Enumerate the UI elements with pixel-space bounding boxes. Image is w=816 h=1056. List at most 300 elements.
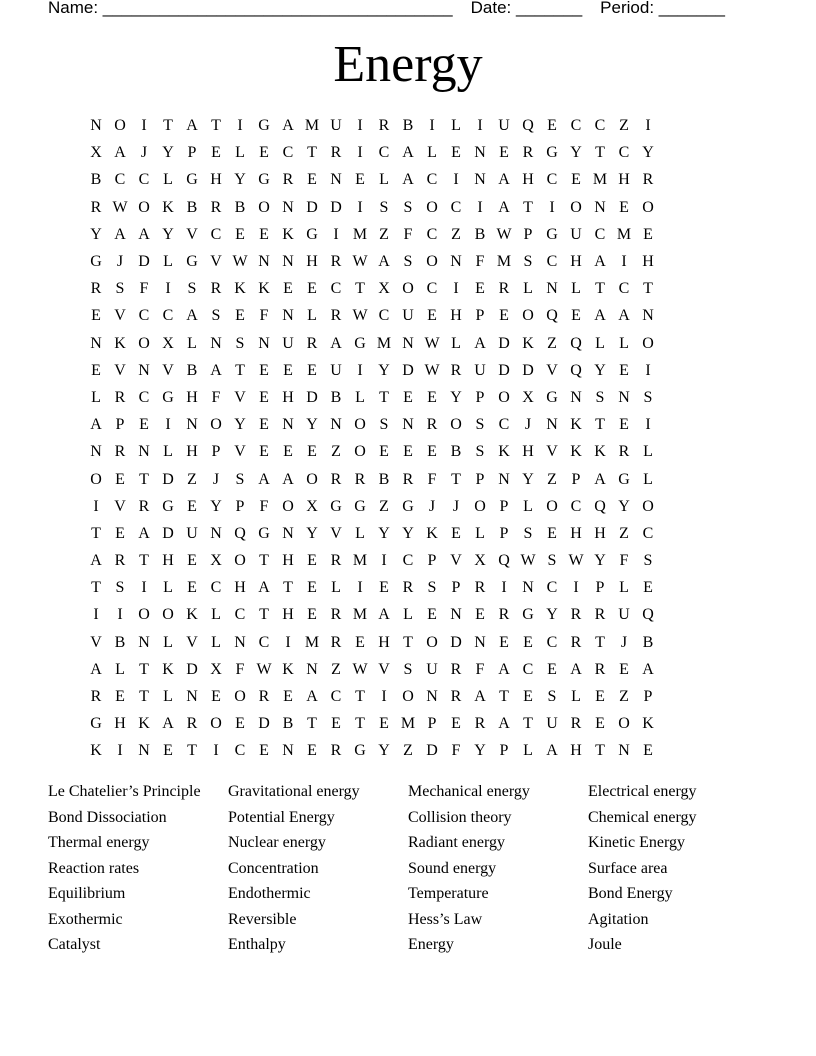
grid-letter[interactable]: P xyxy=(475,470,485,488)
grid-letter[interactable]: I xyxy=(285,633,291,651)
grid-letter[interactable]: G xyxy=(258,117,270,135)
grid-letter[interactable]: J xyxy=(212,470,220,488)
grid-letter[interactable]: X xyxy=(474,552,486,570)
grid-letter[interactable]: E xyxy=(187,497,197,515)
grid-letter[interactable]: S xyxy=(379,416,389,434)
grid-letter[interactable]: F xyxy=(427,470,437,488)
grid-letter[interactable]: J xyxy=(524,416,532,434)
grid-letter[interactable]: A xyxy=(282,117,294,135)
grid-letter[interactable]: H xyxy=(282,606,294,624)
grid-letter[interactable]: E xyxy=(283,361,293,379)
grid-letter[interactable]: G xyxy=(258,171,270,189)
grid-letter[interactable]: E xyxy=(379,715,389,733)
grid-letter[interactable]: D xyxy=(162,470,174,488)
grid-letter[interactable]: M xyxy=(376,334,392,352)
grid-letter[interactable]: W xyxy=(112,198,128,216)
grid-letter[interactable]: Y xyxy=(546,606,558,624)
grid-letter[interactable]: C xyxy=(546,253,558,271)
grid-letter[interactable]: A xyxy=(186,307,198,325)
grid-letter[interactable]: L xyxy=(643,443,653,461)
grid-letter[interactable]: T xyxy=(259,552,269,570)
grid-letter[interactable]: N xyxy=(138,742,150,760)
grid-letter[interactable]: E xyxy=(139,416,149,434)
grid-letter[interactable]: C xyxy=(594,117,606,135)
grid-letter[interactable]: B xyxy=(378,470,390,488)
grid-letter[interactable]: R xyxy=(330,606,342,624)
grid-letter[interactable]: T xyxy=(403,633,413,651)
grid-letter[interactable]: V xyxy=(186,225,198,243)
grid-letter[interactable]: I xyxy=(357,198,363,216)
grid-letter[interactable]: Z xyxy=(187,470,197,488)
grid-letter[interactable]: P xyxy=(595,579,605,597)
grid-letter[interactable]: C xyxy=(426,225,438,243)
grid-letter[interactable]: L xyxy=(571,280,581,298)
grid-letter[interactable]: S xyxy=(475,443,485,461)
grid-letter[interactable]: C xyxy=(330,280,342,298)
grid-letter[interactable]: H xyxy=(570,524,582,542)
grid-letter[interactable]: A xyxy=(618,307,630,325)
grid-letter[interactable]: P xyxy=(211,443,221,461)
grid-letter[interactable]: U xyxy=(570,225,582,243)
grid-letter[interactable]: A xyxy=(402,144,414,162)
grid-letter[interactable]: A xyxy=(258,470,270,488)
grid-letter[interactable]: M xyxy=(304,117,320,135)
grid-letter[interactable]: H xyxy=(282,388,294,406)
grid-letter[interactable]: L xyxy=(523,497,533,515)
grid-letter[interactable]: J xyxy=(140,144,148,162)
grid-letter[interactable]: A xyxy=(594,470,606,488)
grid-letter[interactable]: R xyxy=(330,552,342,570)
grid-letter[interactable]: T xyxy=(211,117,221,135)
grid-letter[interactable]: Y xyxy=(162,144,174,162)
grid-letter[interactable]: Z xyxy=(547,470,557,488)
grid-letter[interactable]: P xyxy=(499,524,509,542)
grid-letter[interactable]: L xyxy=(91,388,101,406)
grid-letter[interactable]: P xyxy=(115,416,125,434)
grid-letter[interactable]: Y xyxy=(90,225,102,243)
grid-letter[interactable]: E xyxy=(307,443,317,461)
grid-letter[interactable]: P xyxy=(523,225,533,243)
grid-letter[interactable]: S xyxy=(547,552,557,570)
grid-letter[interactable]: O xyxy=(282,497,294,515)
grid-letter[interactable]: A xyxy=(474,688,486,706)
grid-letter[interactable]: O xyxy=(570,198,582,216)
grid-letter[interactable]: E xyxy=(259,361,269,379)
grid-letter[interactable]: U xyxy=(402,307,414,325)
grid-letter[interactable]: Y xyxy=(306,524,318,542)
grid-letter[interactable]: Y xyxy=(570,144,582,162)
grid-letter[interactable]: E xyxy=(619,416,629,434)
grid-letter[interactable]: M xyxy=(352,225,368,243)
grid-letter[interactable]: E xyxy=(523,633,533,651)
grid-letter[interactable]: C xyxy=(210,225,222,243)
grid-letter[interactable]: E xyxy=(379,443,389,461)
grid-letter[interactable]: L xyxy=(355,388,365,406)
grid-letter[interactable]: I xyxy=(645,361,651,379)
grid-letter[interactable]: O xyxy=(642,497,654,515)
grid-letter[interactable]: O xyxy=(306,470,318,488)
grid-letter[interactable]: F xyxy=(235,660,245,678)
grid-letter[interactable]: H xyxy=(570,253,582,271)
grid-letter[interactable]: S xyxy=(547,688,557,706)
grid-letter[interactable]: T xyxy=(163,117,173,135)
grid-letter[interactable]: E xyxy=(259,742,269,760)
grid-letter[interactable]: C xyxy=(450,198,462,216)
grid-letter[interactable]: N xyxy=(546,280,558,298)
grid-letter[interactable]: N xyxy=(570,388,582,406)
grid-letter[interactable]: U xyxy=(330,117,342,135)
grid-letter[interactable]: S xyxy=(475,416,485,434)
grid-letter[interactable]: I xyxy=(621,253,627,271)
grid-letter[interactable]: V xyxy=(546,361,558,379)
grid-letter[interactable]: H xyxy=(450,307,462,325)
grid-letter[interactable]: K xyxy=(594,443,606,461)
grid-letter[interactable]: E xyxy=(307,606,317,624)
grid-letter[interactable]: I xyxy=(117,606,123,624)
grid-letter[interactable]: R xyxy=(522,144,534,162)
grid-letter[interactable]: A xyxy=(570,660,582,678)
grid-letter[interactable]: M xyxy=(400,715,416,733)
grid-letter[interactable]: K xyxy=(234,280,246,298)
grid-letter[interactable]: E xyxy=(235,307,245,325)
grid-letter[interactable]: D xyxy=(426,742,438,760)
grid-letter[interactable]: E xyxy=(331,715,341,733)
grid-letter[interactable]: W xyxy=(352,307,368,325)
grid-letter[interactable]: A xyxy=(594,253,606,271)
grid-letter[interactable]: N xyxy=(282,742,294,760)
grid-letter[interactable]: I xyxy=(381,552,387,570)
grid-letter[interactable]: E xyxy=(259,416,269,434)
grid-letter[interactable]: E xyxy=(115,688,125,706)
grid-letter[interactable]: H xyxy=(618,171,630,189)
grid-letter[interactable]: Y xyxy=(378,742,390,760)
grid-letter[interactable]: R xyxy=(330,307,342,325)
grid-letter[interactable]: R xyxy=(330,253,342,271)
grid-letter[interactable]: O xyxy=(426,253,438,271)
grid-letter[interactable]: R xyxy=(90,688,102,706)
grid-letter[interactable]: I xyxy=(477,117,483,135)
grid-letter[interactable]: Q xyxy=(546,307,558,325)
grid-letter[interactable]: N xyxy=(258,253,270,271)
date-blank[interactable]: _______ xyxy=(515,0,583,17)
grid-letter[interactable]: R xyxy=(498,280,510,298)
grid-letter[interactable]: G xyxy=(186,253,198,271)
grid-letter[interactable]: V xyxy=(186,633,198,651)
grid-letter[interactable]: C xyxy=(234,606,246,624)
grid-letter[interactable]: Z xyxy=(619,524,629,542)
grid-letter[interactable]: N xyxy=(450,253,462,271)
grid-letter[interactable]: A xyxy=(378,253,390,271)
grid-letter[interactable]: S xyxy=(427,579,437,597)
period-blank[interactable]: _______ xyxy=(658,0,725,17)
grid-letter[interactable]: Y xyxy=(522,470,534,488)
grid-letter[interactable]: C xyxy=(210,579,222,597)
grid-letter[interactable]: N xyxy=(186,688,198,706)
grid-letter[interactable]: R xyxy=(354,470,366,488)
grid-letter[interactable]: L xyxy=(571,688,581,706)
grid-letter[interactable]: R xyxy=(186,715,198,733)
grid-letter[interactable]: U xyxy=(474,361,486,379)
grid-letter[interactable]: C xyxy=(426,280,438,298)
grid-letter[interactable]: A xyxy=(306,688,318,706)
grid-letter[interactable]: O xyxy=(354,443,366,461)
grid-letter[interactable]: E xyxy=(403,388,413,406)
grid-letter[interactable]: E xyxy=(355,633,365,651)
grid-letter[interactable]: K xyxy=(426,524,438,542)
grid-letter[interactable]: Q xyxy=(498,552,510,570)
grid-letter[interactable]: V xyxy=(330,524,342,542)
grid-letter[interactable]: Y xyxy=(306,416,318,434)
grid-letter[interactable]: E xyxy=(283,280,293,298)
grid-letter[interactable]: L xyxy=(307,307,317,325)
grid-letter[interactable]: E xyxy=(355,171,365,189)
grid-letter[interactable]: T xyxy=(283,579,293,597)
grid-letter[interactable]: N xyxy=(642,307,654,325)
grid-letter[interactable]: R xyxy=(594,606,606,624)
grid-letter[interactable]: T xyxy=(379,388,389,406)
grid-letter[interactable]: Z xyxy=(547,334,557,352)
grid-letter[interactable]: K xyxy=(90,742,102,760)
grid-letter[interactable]: A xyxy=(138,524,150,542)
grid-letter[interactable]: T xyxy=(523,198,533,216)
grid-letter[interactable]: F xyxy=(139,280,149,298)
grid-letter[interactable]: T xyxy=(595,416,605,434)
grid-letter[interactable]: G xyxy=(90,715,102,733)
grid-letter[interactable]: V xyxy=(210,253,222,271)
grid-letter[interactable]: W xyxy=(352,660,368,678)
grid-letter[interactable]: Z xyxy=(451,225,461,243)
grid-letter[interactable]: V xyxy=(450,552,462,570)
grid-letter[interactable]: C xyxy=(282,144,294,162)
grid-letter[interactable]: B xyxy=(234,198,246,216)
grid-letter[interactable]: E xyxy=(451,524,461,542)
grid-letter[interactable]: R xyxy=(330,742,342,760)
grid-letter[interactable]: T xyxy=(643,280,653,298)
grid-letter[interactable]: P xyxy=(643,688,653,706)
grid-letter[interactable]: K xyxy=(522,334,534,352)
grid-letter[interactable]: R xyxy=(474,579,486,597)
grid-letter[interactable]: K xyxy=(498,443,510,461)
grid-letter[interactable]: R xyxy=(114,552,126,570)
grid-letter[interactable]: I xyxy=(645,117,651,135)
grid-letter[interactable]: O xyxy=(210,416,222,434)
grid-letter[interactable]: A xyxy=(498,660,510,678)
grid-letter[interactable]: N xyxy=(258,334,270,352)
grid-letter[interactable]: I xyxy=(501,579,507,597)
grid-letter[interactable]: C xyxy=(618,144,630,162)
grid-letter[interactable]: D xyxy=(186,660,198,678)
grid-letter[interactable]: A xyxy=(378,606,390,624)
grid-letter[interactable]: K xyxy=(570,443,582,461)
grid-letter[interactable]: A xyxy=(546,742,558,760)
grid-letter[interactable]: E xyxy=(211,144,221,162)
grid-letter[interactable]: E xyxy=(115,524,125,542)
grid-letter[interactable]: R xyxy=(282,171,294,189)
grid-letter[interactable]: T xyxy=(307,715,317,733)
grid-letter[interactable]: L xyxy=(619,579,629,597)
grid-letter[interactable]: Y xyxy=(474,742,486,760)
grid-letter[interactable]: C xyxy=(426,171,438,189)
grid-letter[interactable]: X xyxy=(210,660,222,678)
grid-letter[interactable]: H xyxy=(522,443,534,461)
grid-letter[interactable]: D xyxy=(402,361,414,379)
grid-letter[interactable]: E xyxy=(499,307,509,325)
grid-letter[interactable]: B xyxy=(330,388,342,406)
grid-letter[interactable]: E xyxy=(475,606,485,624)
grid-letter[interactable]: Z xyxy=(331,660,341,678)
grid-letter[interactable]: Q xyxy=(642,606,654,624)
grid-letter[interactable]: L xyxy=(163,443,173,461)
grid-letter[interactable]: S xyxy=(403,660,413,678)
grid-letter[interactable]: Z xyxy=(379,225,389,243)
grid-letter[interactable]: O xyxy=(162,606,174,624)
grid-letter[interactable]: L xyxy=(643,470,653,488)
grid-letter[interactable]: A xyxy=(210,361,222,379)
grid-letter[interactable]: H xyxy=(234,579,246,597)
grid-letter[interactable]: E xyxy=(619,660,629,678)
grid-letter[interactable]: X xyxy=(90,144,102,162)
grid-letter[interactable]: E xyxy=(307,742,317,760)
grid-letter[interactable]: H xyxy=(642,253,654,271)
grid-letter[interactable]: U xyxy=(426,660,438,678)
grid-letter[interactable]: R xyxy=(114,443,126,461)
grid-letter[interactable]: C xyxy=(522,660,534,678)
grid-letter[interactable]: R xyxy=(330,144,342,162)
grid-letter[interactable]: V xyxy=(114,497,126,515)
grid-letter[interactable]: R xyxy=(90,280,102,298)
grid-letter[interactable]: E xyxy=(427,307,437,325)
grid-letter[interactable]: I xyxy=(357,579,363,597)
grid-letter[interactable]: E xyxy=(91,361,101,379)
grid-letter[interactable]: V xyxy=(162,361,174,379)
grid-letter[interactable]: A xyxy=(186,117,198,135)
grid-letter[interactable]: U xyxy=(498,117,510,135)
grid-letter[interactable]: B xyxy=(114,633,126,651)
grid-letter[interactable]: T xyxy=(307,144,317,162)
grid-letter[interactable]: S xyxy=(187,280,197,298)
grid-letter[interactable]: C xyxy=(138,171,150,189)
grid-letter[interactable]: E xyxy=(619,361,629,379)
grid-letter[interactable]: E xyxy=(523,688,533,706)
grid-letter[interactable]: T xyxy=(451,470,461,488)
grid-letter[interactable]: A xyxy=(330,334,342,352)
grid-letter[interactable]: N xyxy=(234,633,246,651)
grid-letter[interactable]: S xyxy=(115,579,125,597)
grid-letter[interactable]: F xyxy=(451,742,461,760)
grid-letter[interactable]: R xyxy=(618,443,630,461)
grid-letter[interactable]: G xyxy=(186,171,198,189)
grid-letter[interactable]: O xyxy=(450,416,462,434)
grid-letter[interactable]: Y xyxy=(210,497,222,515)
grid-letter[interactable]: Q xyxy=(570,334,582,352)
grid-letter[interactable]: C xyxy=(330,688,342,706)
grid-letter[interactable]: L xyxy=(427,144,437,162)
grid-letter[interactable]: C xyxy=(114,171,126,189)
grid-letter[interactable]: E xyxy=(643,225,653,243)
grid-letter[interactable]: V xyxy=(234,388,246,406)
grid-letter[interactable]: H xyxy=(522,171,534,189)
grid-letter[interactable]: A xyxy=(282,470,294,488)
grid-letter[interactable]: I xyxy=(453,280,459,298)
grid-letter[interactable]: E xyxy=(187,579,197,597)
grid-letter[interactable]: F xyxy=(475,253,485,271)
grid-letter[interactable]: B xyxy=(186,361,198,379)
grid-letter[interactable]: I xyxy=(573,579,579,597)
grid-letter[interactable]: P xyxy=(499,497,509,515)
grid-letter[interactable]: F xyxy=(259,497,269,515)
grid-letter[interactable]: J xyxy=(452,497,460,515)
grid-letter[interactable]: Z xyxy=(619,688,629,706)
grid-letter[interactable]: W xyxy=(568,552,584,570)
grid-letter[interactable]: K xyxy=(114,334,126,352)
grid-letter[interactable]: E xyxy=(643,579,653,597)
grid-letter[interactable]: C xyxy=(258,633,270,651)
grid-letter[interactable]: C xyxy=(402,552,414,570)
grid-letter[interactable]: K xyxy=(186,606,198,624)
grid-letter[interactable]: N xyxy=(282,198,294,216)
grid-letter[interactable]: R xyxy=(330,470,342,488)
grid-letter[interactable]: R xyxy=(378,117,390,135)
grid-letter[interactable]: I xyxy=(213,742,219,760)
grid-letter[interactable]: L xyxy=(163,171,173,189)
grid-letter[interactable]: R xyxy=(450,361,462,379)
grid-letter[interactable]: W xyxy=(232,253,248,271)
grid-letter[interactable]: G xyxy=(306,225,318,243)
grid-letter[interactable]: B xyxy=(282,715,294,733)
grid-letter[interactable]: E xyxy=(235,225,245,243)
grid-letter[interactable]: N xyxy=(474,171,486,189)
grid-letter[interactable]: I xyxy=(165,280,171,298)
grid-letter[interactable]: P xyxy=(475,388,485,406)
grid-letter[interactable]: E xyxy=(115,470,125,488)
grid-letter[interactable]: P xyxy=(187,144,197,162)
grid-letter[interactable]: B xyxy=(90,171,102,189)
grid-letter[interactable]: R xyxy=(90,198,102,216)
grid-letter[interactable]: T xyxy=(595,280,605,298)
grid-letter[interactable]: S xyxy=(379,198,389,216)
grid-letter[interactable]: L xyxy=(211,633,221,651)
grid-letter[interactable]: K xyxy=(258,280,270,298)
grid-letter[interactable]: O xyxy=(234,688,246,706)
grid-letter[interactable]: C xyxy=(594,225,606,243)
grid-letter[interactable]: A xyxy=(138,225,150,243)
grid-letter[interactable]: W xyxy=(424,361,440,379)
grid-letter[interactable]: V xyxy=(114,307,126,325)
grid-letter[interactable]: C xyxy=(162,307,174,325)
grid-letter[interactable]: X xyxy=(378,280,390,298)
grid-letter[interactable]: J xyxy=(116,253,124,271)
grid-letter[interactable]: L xyxy=(187,334,197,352)
grid-letter[interactable]: D xyxy=(450,633,462,651)
grid-letter[interactable]: S xyxy=(523,524,533,542)
grid-letter[interactable]: A xyxy=(90,416,102,434)
grid-letter[interactable]: E xyxy=(163,742,173,760)
grid-letter[interactable]: A xyxy=(258,579,270,597)
grid-letter[interactable]: O xyxy=(546,497,558,515)
grid-letter[interactable]: E xyxy=(187,552,197,570)
grid-letter[interactable]: O xyxy=(114,117,126,135)
grid-letter[interactable]: K xyxy=(162,660,174,678)
grid-letter[interactable]: K xyxy=(282,225,294,243)
grid-letter[interactable]: Y xyxy=(450,388,462,406)
grid-letter[interactable]: E xyxy=(307,361,317,379)
grid-letter[interactable]: H xyxy=(306,253,318,271)
grid-letter[interactable]: E xyxy=(547,660,557,678)
grid-letter[interactable]: M xyxy=(352,606,368,624)
grid-letter[interactable]: L xyxy=(163,579,173,597)
grid-letter[interactable]: E xyxy=(427,606,437,624)
grid-letter[interactable]: P xyxy=(475,307,485,325)
